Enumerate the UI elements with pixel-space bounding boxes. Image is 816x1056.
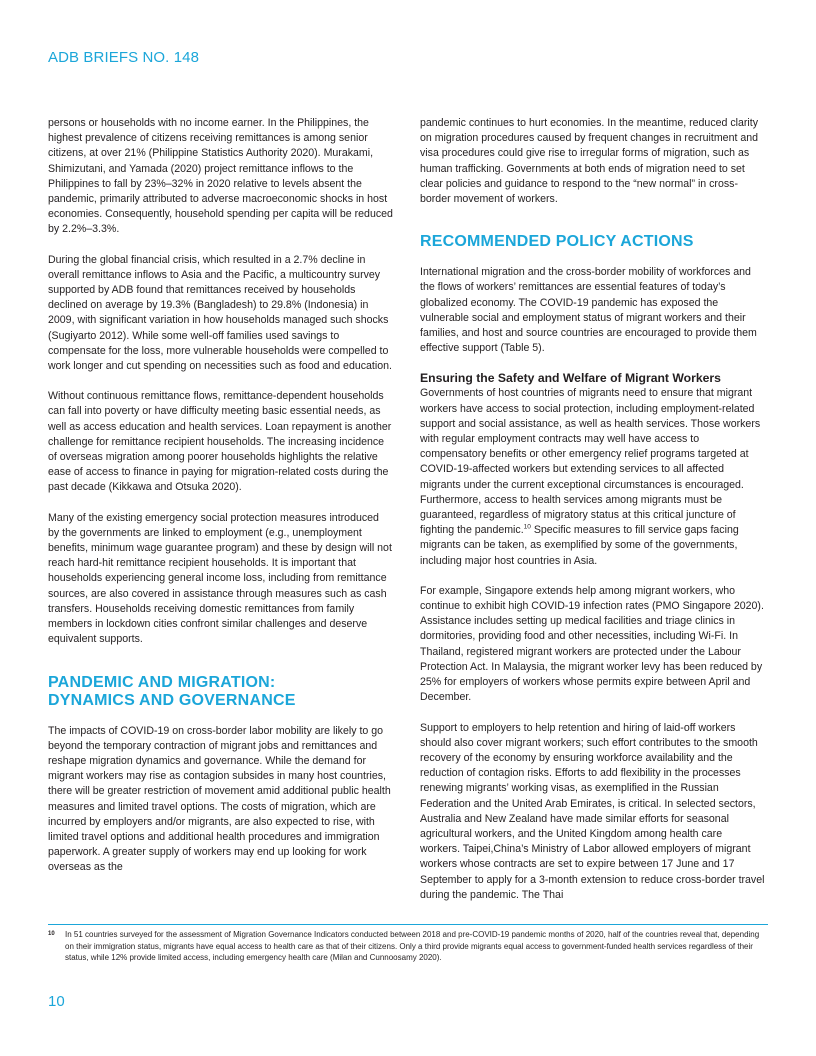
body-paragraph: International migration and the cross-border mobility of workforces and the flows of workers’ remittances are essential features of today’s globalized economy. The COVID-19 pandemic has exposed the vulnerable social and employment status of migrant workers and their families, and host and source countries are encouraged to provide them effective support (Table 5).: [420, 266, 757, 355]
body-paragraph-with-footnote: [420, 386, 765, 568]
left-column: [48, 116, 393, 876]
body-paragraph: During the global financial crisis, which resulted in a 2.7% decline in overall remittance inflows to Asia and the Pacific, a multicountry survey supported by ADB found that remittances received by households declined on average by 19.3% (Bangladesh) to 29.8% (Indonesia) in 2009, with significant variation in how households managed such shocks (Sugiyarto 2012). While some well-off families used savings to compensate for the loss, more vulnerable households were compelled to work longer and cut spending on necessities such as food and education.: [48, 253, 392, 373]
footnote-number: 10: [48, 931, 55, 937]
footnote-text: In 51 countries surveyed for the assessment of Migration Governance Indicators conducted between 2018 and pre-COVID-19 pandemic months of 2020, half of the countries reveal that, depending on their immigration status, migrants have equal access to health care as that of their citizens. Only a third provide migrants equal access to government-funded health services regardless of their status, while 12% provide limited access, including emergency health care (Milan and Cunnoosamy 2020).: [65, 930, 760, 963]
footnote-divider: [48, 924, 768, 925]
sub-heading-safety-welfare: Ensuring the Safety and Welfare of Migrant Workers: [420, 371, 721, 386]
section-heading-line: DYNAMICS AND GOVERNANCE: [48, 691, 296, 709]
body-paragraph: Support to employers to help retention and hiring of laid-off workers should also cover migrant workers; such effort contributes to the smooth recovery of the economy by ensuring workforce availability and the reduction of contagion risks. Efforts to add flexibility in the processes renewing migrants’ working visas, as exemplified in the Russian Federation and the United Arab Emirates, is critical. In selected sectors, Australia and New Zealand have made similar efforts for seasonal agricultural workers, and the United Kingdom among health care workers. Taipei,China’s Ministry of Labor allowed employers of migrant workers whose contracts are set to expire between 17 June and 17 September to apply for a 3-month extension to reduce cross-border travel during the pandemic. The Thai: [420, 721, 765, 901]
section-heading-recommended-policy-actions: RECOMMENDED POLICY ACTIONS: [420, 233, 694, 251]
footnote-reference: 10: [523, 523, 531, 531]
body-paragraph: pandemic continues to hurt economies. In the meantime, reduced clarity on migration procedures caused by frequent changes in recruitment and visa procedures could give rise to irregular forms of migration, such as human trafficking. Governments at both ends of migration need to set clear policies and guidance to respond to the “new normal” in cross-border movement of workers.: [420, 117, 759, 206]
body-paragraph: Many of the existing emergency social protection measures introduced by the governments are linked to employment (e.g., unemployment benefits, minimum wage guarantee program) and these by design will not reach hard-hit remittance recipient households. It is important that households experiencing general income loss, including from remittance sources, are also covered in assistance through measures such as cash transfers. Households receiving domestic remittances from family members in lockdown cities confront similar challenges and deserve equivalent supports.: [48, 511, 392, 646]
paragraph-text: Specific measures to fill service gaps facing migrants can be taken, as exemplified by some of the governments, including major host countries in Asia.: [420, 524, 739, 567]
body-paragraph: For example, Singapore extends help among migrant workers, who continue to exhibit high COVID-19 infection rates (PMO Singapore 2020). Assistance includes setting up medical facilities and triage clinics in dormitories, providing food and other necessities, including Wi-Fi. In Thailand, registered migrant workers are protected under the Labour Protection Act. In Malaysia, the migrant worker levy has been reduced by 25% for employers of workers whose permits expire between April and December.: [420, 584, 764, 704]
body-paragraph: The impacts of COVID-19 on cross-border labor mobility are likely to go beyond the temporary contraction of migrant jobs and remittances and reshape migration dynamics and governance. While the demand for migrant workers may rise as contagion subsides in many host countries, there will be greater restriction of movement amid additional public health measures and limited travel options. The costs of migration, which are incurred by employers and/or migrants, are also expected to rise, with limited travel options and additional health procedures and immigration paperwork. A greater supply of workers may end up looking for work overseas as the: [48, 724, 391, 874]
section-heading-line: PANDEMIC AND MIGRATION:: [48, 673, 276, 691]
body-paragraph: Without continuous remittance flows, remittance-dependent households can fall into poverty or have difficulty meeting basic essential needs, as well as access education and health services. Loan repayment is another challenge for remittance recipient households. The increasing incidence of overseas migration among poorer households highlights the relative ease of access to finance in paying for migration-related costs during the past decade (Kikkawa and Otsuka 2020).: [48, 390, 392, 494]
body-paragraph: persons or households with no income earner. In the Philippines, the highest prevalence of citizens receiving remittances is among senior citizens, at over 21% (Philippine Statistics Authority 2020). Murakami, Shimizutani, and Yamada (2020) project remittance inflows to the Philippines to fall by 23%–32% in 2020 relative to levels absent the pandemic, primarily attributed to adverse macroeconomic shocks in host economies. Consequently, household spending per capita will be reduced by 2.2%–3.3%.: [48, 117, 393, 236]
running-header: ADB BRIEFS NO. 148: [48, 49, 200, 66]
section-heading-pandemic-migration: [48, 674, 393, 710]
page-number: 10: [48, 993, 65, 1010]
right-column: [420, 116, 765, 903]
paragraph-text: Governments of host countries of migrants need to ensure that migrant workers have access to social protection, including employment-related support and social assistance, as well as health services. Those workers with regular employment contracts may well have access to compensatory benefits or other emergency relief programs targeted at COVID-19-affected workers but extending services to all affected migrants under the current exceptional circumstances is encouraged. Furthermore, access to health services among migrants must be guaranteed, regardless of migratory status at this critical juncture of fighting the pandemic.: [420, 387, 761, 537]
footnote: [48, 929, 768, 964]
